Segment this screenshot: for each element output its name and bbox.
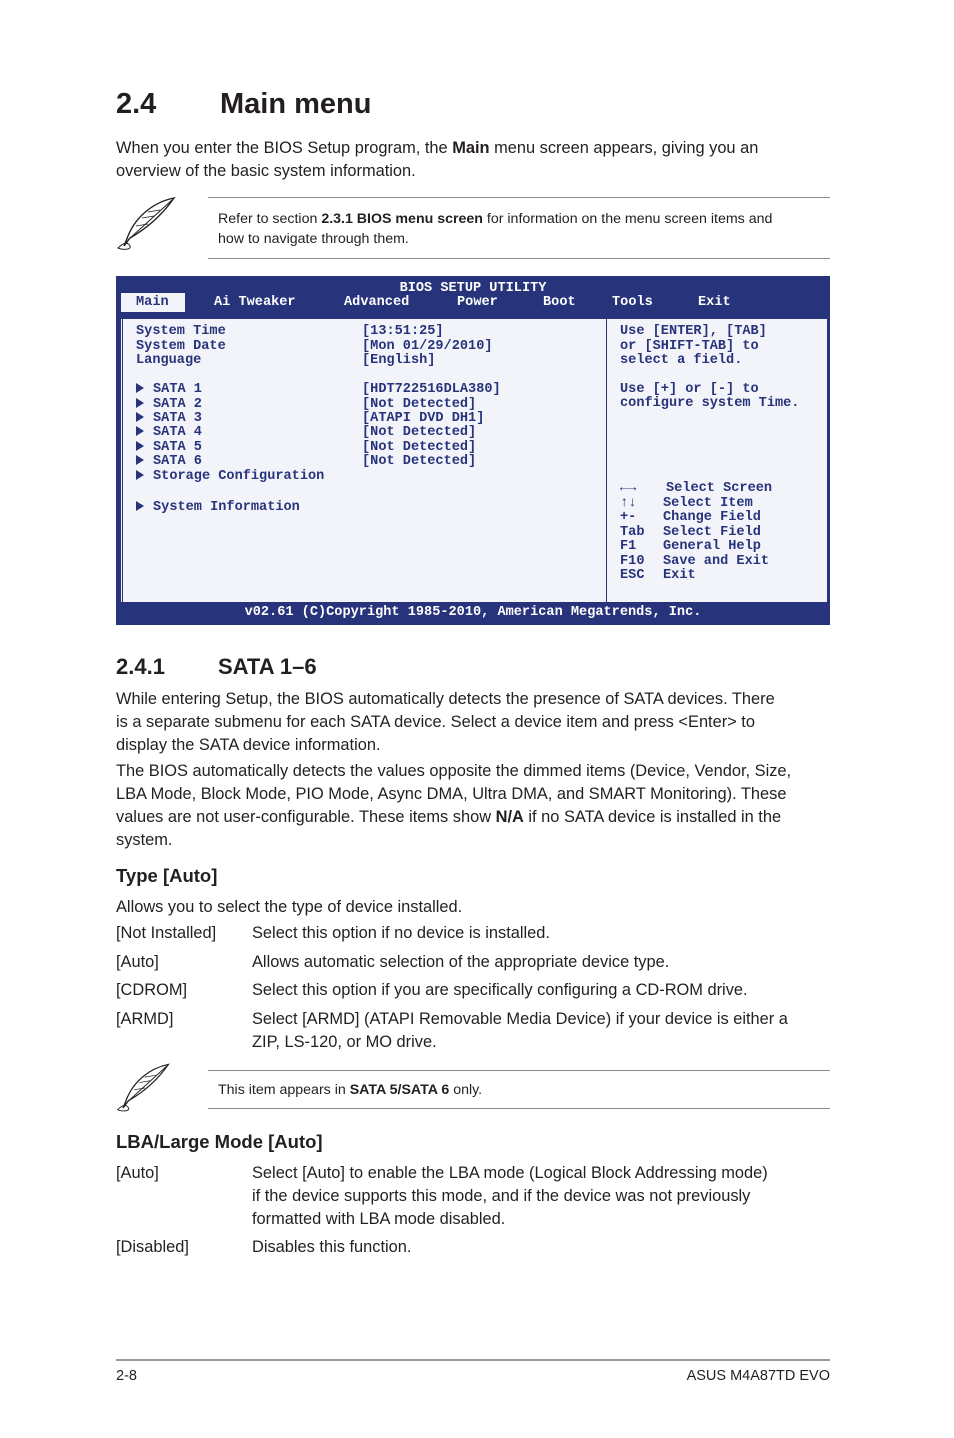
bios-item-language[interactable]: Language [136,353,202,368]
bios-item-sata-2[interactable]: SATA 2 [136,398,202,413]
bios-value-sata-2: [Not Detected] [362,397,477,412]
option-key: [CDROM] [116,981,188,999]
bios-value-sata-3: [ATAPI DVD DH1] [362,411,485,426]
key-label: F1 [620,539,637,554]
section-title: Main menu [220,88,372,120]
bios-item-sata-1[interactable]: SATA 1 [136,383,202,398]
bios-value-sata-4: [Not Detected] [362,425,477,440]
page-number: 2-8 [116,1368,137,1384]
bios-value-system-time[interactable]: [13:51:25] [362,324,444,339]
feather-pen-icon [114,1062,172,1114]
note-top-rule [208,197,830,198]
section-number: 2.4 [116,88,157,120]
bios-help-line: configure system Time. [620,396,800,411]
key-up-down-arrows-icon: ↑↓ [620,496,637,511]
option-text: Allows automatic selection of the appropriate device type. [252,953,670,971]
key-desc: Select Item [663,496,753,511]
bios-value-sata-1: [HDT722516DLA380] [362,382,501,397]
subsection-title: 2.4.1 SATA 1–6 [116,654,317,679]
note-top-rule [208,1070,830,1071]
option-text: Select this option if you are specifically configuring a CD-ROM drive. [252,981,748,999]
submenu-arrow-icon [136,455,144,465]
note-bottom-rule [208,1108,830,1109]
submenu-arrow-icon [136,441,144,451]
bios-value-sata-6: [Not Detected] [362,454,477,469]
key-label: Tab [620,525,645,540]
option-key: [Auto] [116,1164,159,1182]
submenu-arrow-icon [136,470,144,480]
submenu-arrow-icon [136,501,144,511]
bios-item-sata-3[interactable]: SATA 3 [136,412,202,427]
option-key: [Auto] [116,953,159,971]
bios-help-line: Use [+] or [-] to [620,382,759,397]
submenu-arrow-icon [136,426,144,436]
bios-menu-power[interactable]: Power [457,295,498,310]
bios-menu-main[interactable]: Main [136,295,169,310]
key-label: F10 [620,554,645,569]
key-label: ESC [620,568,645,583]
submenu-arrow-icon [136,398,144,408]
bios-menu-exit[interactable]: Exit [698,295,731,310]
key-desc: Select Screen [666,481,773,496]
option-text: Select [Auto] to enable the LBA mode (Logical Block Addressing mode) if the device supports this mode, and if the device was not previously formatted with LBA mode disabled. [252,1164,768,1228]
key-desc: Save and Exit [663,554,770,569]
type-description: Allows you to select the type of device installed. [116,898,463,916]
page-title [116,88,371,121]
bios-item-system-date[interactable]: System Date [136,339,226,354]
option-text: Select this option if no device is installed. [252,924,550,942]
bios-menu-boot[interactable]: Boot [543,295,576,310]
footer-rule [116,1359,830,1361]
bios-help-line: or [SHIFT-TAB] to [620,339,759,354]
bios-menu-ai-tweaker[interactable]: Ai Tweaker [214,295,296,310]
key-label: +- [620,510,637,525]
key-desc: Select Field [663,525,761,540]
key-desc: Change Field [663,510,761,525]
submenu-arrow-icon [136,412,144,422]
bios-help-line: Use [ENTER], [TAB] [620,324,767,339]
bios-item-sata-5[interactable]: SATA 5 [136,441,202,456]
lba-heading: LBA/Large Mode [Auto] [116,1131,323,1152]
bios-item-storage-configuration[interactable]: Storage Configuration [136,470,324,485]
bios-copyright: v02.61 (C)Copyright 1985-2010, American Megatrends, Inc. [244,605,702,620]
submenu-arrow-icon [136,383,144,393]
option-text: Disables this function. [252,1238,412,1256]
bios-item-system-time[interactable]: System Time [136,324,226,339]
option-key: [Disabled] [116,1238,189,1256]
bios-menu-tools[interactable]: Tools [612,295,653,310]
bios-value-system-date[interactable]: [Mon 01/29/2010] [362,339,493,354]
option-key: [ARMD] [116,1010,174,1028]
type-heading: Type [Auto] [116,865,218,886]
bios-value-sata-5: [Not Detected] [362,440,477,455]
sata-paragraph-1: While entering Setup, the BIOS automatically detects the presence of SATA devices. There is a separate submenu for each SATA device. Select a device item and press <Enter> to display the SATA device information. [116,690,775,754]
intro-paragraph: When you enter the BIOS Setup program, the Main menu screen appears, giving you an overview of the basic system information. [116,139,759,180]
product-name: ASUS M4A87TD EVO [686,1368,830,1384]
option-text: Select [ARMD] (ATAPI Removable Media Device) if your device is either a ZIP, LS-120, or MO drive. [252,1010,788,1051]
key-desc: General Help [663,539,761,554]
bios-title: BIOS SETUP UTILITY [399,281,547,296]
note-text-2: This item appears in SATA 5/SATA 6 only. [218,1082,483,1098]
option-key: [Not Installed] [116,924,217,942]
note-bottom-rule [208,258,830,259]
bios-menu-advanced[interactable]: Advanced [344,295,410,310]
bios-item-sata-4[interactable]: SATA 4 [136,426,202,441]
key-left-right-arrows-icon: ←→ [620,481,637,496]
key-desc: Exit [663,568,696,583]
note-text-1: Refer to section 2.3.1 BIOS menu screen for information on the menu screen items and how to navigate through them. [218,211,773,247]
feather-pen-icon [114,196,178,252]
bios-item-system-information[interactable]: System Information [136,501,300,516]
bios-item-sata-6[interactable]: SATA 6 [136,455,202,470]
sata-paragraph-2: The BIOS automatically detects the values opposite the dimmed items (Device, Vendor, Size, LBA Mode, Block Mode, PIO Mode, Async DMA, Ultra DMA, and SMART Monitoring). These values are not user-configurable. These items show N/A if no SATA device is installed in the system. [116,762,792,849]
bios-value-language[interactable]: [English] [362,353,436,368]
bios-help-line: select a field. [620,353,743,368]
